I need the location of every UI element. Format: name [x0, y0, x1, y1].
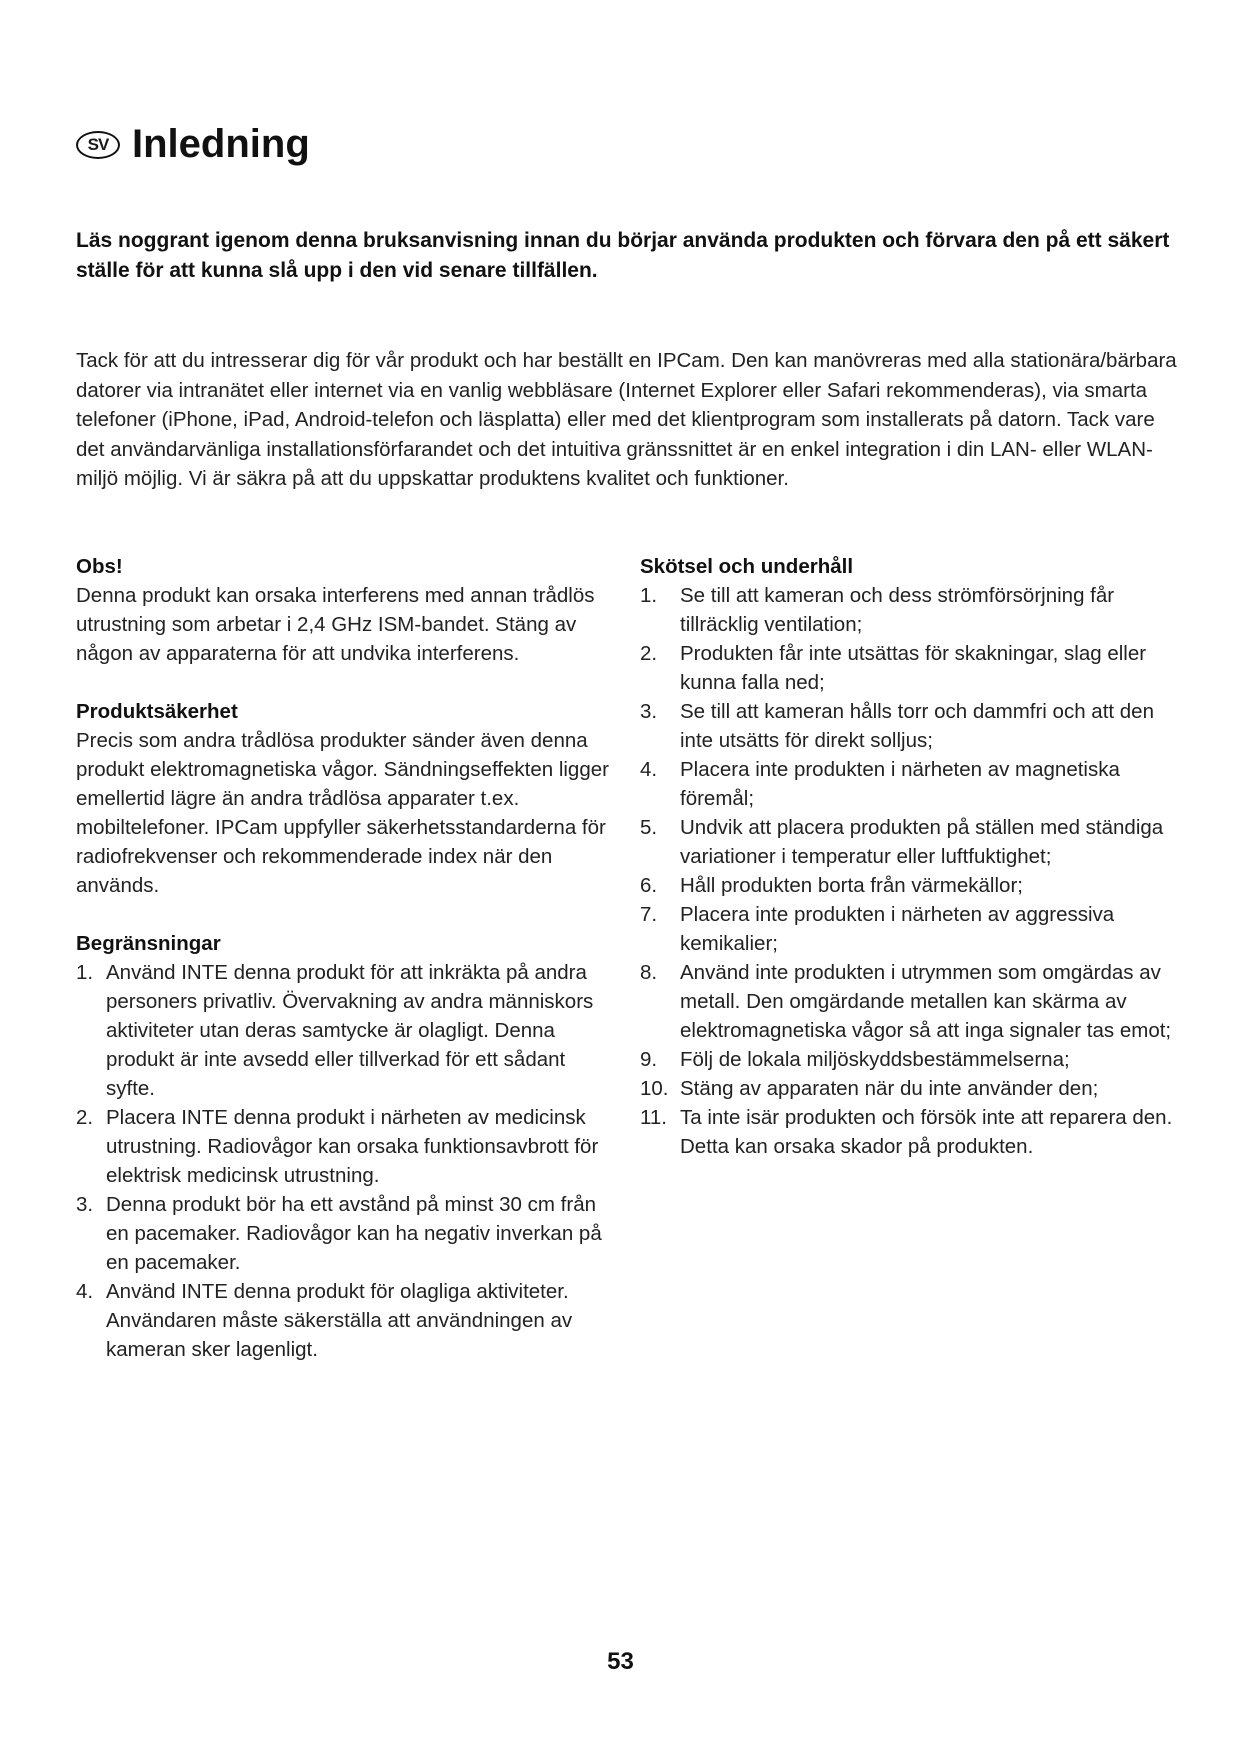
item-number: 1. [76, 961, 94, 984]
list-item [76, 1277, 616, 1364]
item-number: 4. [76, 1280, 94, 1303]
item-text: Använd INTE denna produkt för att inkräkta på andra personers privatliv. Övervakning av andra människors aktiviteter utan deras samtycke är olagligt. Denna produkt är inte avsedd eller tillverkad för ett sådant syfte. [106, 961, 594, 1100]
item-number: 6. [640, 874, 658, 897]
list-item [76, 1103, 616, 1190]
item-number: 11. [640, 1106, 667, 1129]
item-text: Denna produkt bör ha ett avstånd på minst 30 cm från en pacemaker. Radiovågor kan ha negativ inverkan på en pacemaker. [106, 1193, 602, 1274]
item-number: 3. [76, 1193, 94, 1216]
language-badge: SV [76, 131, 120, 159]
page-number: 53 [607, 1648, 634, 1675]
limits-list [76, 958, 616, 1364]
item-text: Ta inte isär produkten och försök inte att reparera den. Detta kan orsaka skador på produkten. [680, 1106, 1173, 1158]
item-number: 9. [640, 1048, 658, 1071]
item-text: Använd INTE denna produkt för olagliga aktiviteter. Användaren måste säkerställa att användningen av kameran sker lagenligt. [106, 1280, 573, 1361]
page-title: Inledning [132, 122, 310, 166]
safety-heading: Produktsäkerhet [76, 700, 238, 723]
list-item [76, 1190, 616, 1277]
limits-heading: Begränsningar [76, 932, 221, 955]
intro-paragraph: Tack för att du intresserar dig för vår produkt och har beställt en IPCam. Den kan manövreras med alla stationära/bärbara datorer via intranätet eller internet via en vanlig webbläsare (Internet Explorer eller Safari rekommenderas), via smarta telefoner (iPhone, iPad, Android-telefon och läsplatta) eller med det klientprogram som installerats på datorn. Tack vare det användarvänliga installationsförfarandet och det intuitiva gränssnittet är en enkel integration i din LAN- eller WLAN-miljö möjlig. Vi är säkra på att du uppskattar produktens kvalitet och funktioner. [76, 349, 1177, 490]
list-item [640, 900, 1180, 958]
item-number: 3. [640, 700, 658, 723]
list-item [640, 958, 1180, 1045]
item-text: Se till att kameran hålls torr och dammfri och att den inte utsätts för direkt solljus; [680, 700, 1154, 752]
item-text: Följ de lokala miljöskyddsbestämmelserna; [680, 1048, 1070, 1071]
obs-text: Denna produkt kan orsaka interferens med annan trådlös utrustning som arbetar i 2,4 GHz ISM-bandet. Stäng av någon av apparaterna för att undvika interferens. [76, 584, 595, 665]
list-item [640, 1074, 1180, 1103]
item-text: Placera inte produkten i närheten av aggressiva kemikalier; [680, 903, 1115, 955]
list-item [640, 639, 1180, 697]
item-number: 7. [640, 903, 658, 926]
list-item [640, 1103, 1180, 1161]
list-item [76, 958, 616, 1103]
list-item [640, 813, 1180, 871]
item-text: Använd inte produkten i utrymmen som omgärdas av metall. Den omgärdande metallen kan skärma av elektromagnetiska vågor så att inga signaler tas emot; [680, 961, 1172, 1042]
item-text: Placera inte produkten i närheten av magnetiska föremål; [680, 758, 1120, 810]
obs-heading: Obs! [76, 555, 123, 578]
item-number: 5. [640, 816, 658, 839]
item-number: 8. [640, 961, 658, 984]
list-item [640, 871, 1180, 900]
item-text: Produkten får inte utsättas för skakningar, slag eller kunna falla ned; [680, 642, 1147, 694]
list-item [640, 755, 1180, 813]
item-number: 4. [640, 758, 658, 781]
list-item [640, 697, 1180, 755]
safety-text: Precis som andra trådlösa produkter sänder även denna produkt elektromagnetiska vågor. Sändningseffekten ligger emellertid lägre än andra trådlösa apparater t.ex. mobiltelefoner. IPCam uppfyller säkerhetsstandarderna för radiofrekvenser och rekommenderade index när den används. [76, 729, 609, 897]
item-text: Håll produkten borta från värmekällor; [680, 874, 1023, 897]
right-column [640, 552, 1180, 1161]
item-text: Placera INTE denna produkt i närheten av medicinsk utrustning. Radiovågor kan orsaka funktionsavbrott för elektrisk medicinsk utrustning. [106, 1106, 599, 1187]
care-list [640, 581, 1180, 1161]
care-heading: Skötsel och underhåll [640, 555, 854, 578]
item-number: 2. [640, 642, 658, 665]
item-number: 10. [640, 1077, 669, 1100]
item-text: Undvik att placera produkten på ställen med ständiga variationer i temperatur eller luftfuktighet; [680, 816, 1164, 868]
left-column [76, 552, 616, 1364]
list-item [640, 1045, 1180, 1074]
lead-paragraph: Läs noggrant igenom denna bruksanvisning innan du börjar använda produkten och förvara den på ett säkert ställe för att kunna slå upp i den vid senare tillfällen. [76, 229, 1170, 282]
page-header [76, 122, 310, 167]
item-number: 1. [640, 584, 658, 607]
item-text: Se till att kameran och dess strömförsörjning får tillräcklig ventilation; [680, 584, 1115, 636]
item-text: Stäng av apparaten när du inte använder den; [680, 1077, 1099, 1100]
list-item [640, 581, 1180, 639]
item-number: 2. [76, 1106, 94, 1129]
